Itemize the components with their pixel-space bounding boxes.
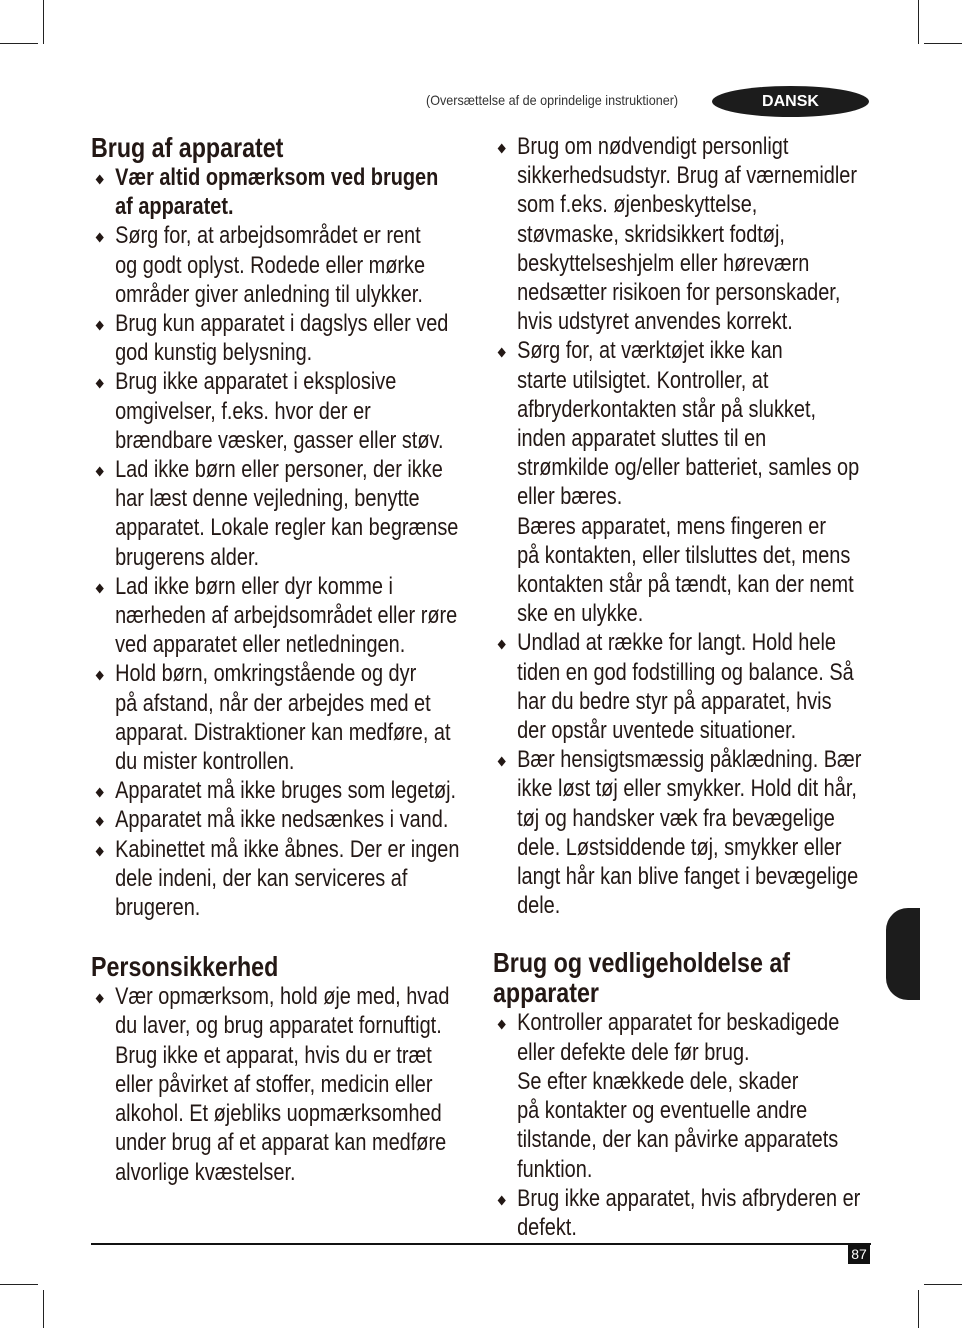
- list-item: [493, 628, 875, 745]
- list-item: [91, 835, 473, 923]
- item-text: Sørg for, at arbejdsområdet er rent og godt oplyst. Rodede eller mørke områder giver anledning til ulykker.: [115, 222, 426, 308]
- item-text: Undlad at række for langt. Hold hele tiden en god fodstilling og balance. Så har du bedre styr på apparatet, hvis der opstår uventede situationer.: [517, 629, 854, 745]
- list-item: [493, 745, 875, 920]
- item-text: Apparatet må ikke bruges som legetøj.: [115, 777, 457, 805]
- diamond-bullet-icon: [96, 233, 104, 243]
- item-text: Vær opmærksom, hold øje med, hvad du laver, og brug apparatet fornuftigt. Brug ikke et apparat, hvis du er træt eller påvirket af stoffer, medicin eller alkohol. Et øjebliks uopmærksomhed under brug af et apparat kan medføre alvorlige kvæstelser.: [115, 983, 450, 1186]
- section-title-use-maintenance: Brug og vedligeholdelse af apparater: [493, 947, 791, 1009]
- list-item: [493, 336, 875, 628]
- item-text: Sørg for, at værktøjet ikke kan starte utilsigtet. Kontroller, at afbryderkontakten står på slukket, inden apparatet sluttes til en strømkilde og/eller batteriet, samles op eller bæres. Bæres apparatet, mens fingeren er på kontakten, eller tilsluttes det, mens kontakten står på tændt, kan der nemt ske en ulykke.: [517, 337, 860, 628]
- item-text: Brug ikke apparatet i eksplosive omgivelser, f.eks. hvor der er brændbare væsker, gasser eller støv.: [115, 368, 444, 454]
- list-item: [91, 455, 473, 572]
- list-item: [91, 659, 473, 776]
- right-column: [493, 132, 875, 1242]
- diamond-bullet-icon: [498, 348, 506, 358]
- list-item: [91, 805, 473, 834]
- personal-safety-list: [91, 982, 473, 1186]
- crop-mark: [924, 43, 962, 44]
- list-item: [91, 309, 473, 367]
- item-text: Kontroller apparatet for beskadigede eller defekte dele før brug. Se efter knækkede dele, skader på kontakter og eventuelle andre tilstande, der kan påvirke apparatets funktion.: [517, 1009, 840, 1183]
- list-item: [91, 776, 473, 805]
- diamond-bullet-icon: [96, 583, 104, 593]
- section-title-use: Brug af apparatet: [91, 132, 284, 163]
- use-list: [91, 163, 473, 922]
- list-item: [493, 132, 875, 336]
- list-item: [91, 367, 473, 455]
- list-item: [91, 572, 473, 660]
- section-title-personal-safety: Personsikkerhed: [91, 951, 279, 983]
- diamond-bullet-icon: [96, 817, 104, 827]
- crop-mark: [924, 1284, 962, 1285]
- diamond-bullet-icon: [498, 1195, 506, 1205]
- diamond-bullet-icon: [498, 757, 506, 767]
- diamond-bullet-icon: [498, 1020, 506, 1030]
- page-number: 87: [848, 1244, 870, 1264]
- left-column: [91, 133, 473, 1187]
- diamond-bullet-icon: [96, 321, 104, 331]
- diamond-bullet-icon: [96, 788, 104, 798]
- list-item: [91, 163, 473, 221]
- diamond-bullet-icon: [498, 640, 506, 650]
- diamond-bullet-icon: [498, 144, 506, 154]
- crop-mark: [918, 1290, 919, 1328]
- list-item: [91, 221, 473, 309]
- item-text: Vær altid opmærksom ved brugen af apparatet.: [115, 164, 439, 221]
- crop-mark: [43, 1290, 44, 1328]
- translation-note: (Oversættelse af de oprindelige instruktioner): [426, 92, 679, 108]
- use-maintenance-list: [493, 1008, 875, 1242]
- crop-mark: [0, 43, 38, 44]
- item-text: Brug ikke apparatet, hvis afbryderen er defekt.: [517, 1184, 861, 1241]
- crop-mark: [918, 0, 919, 44]
- crop-mark: [0, 1284, 38, 1285]
- diamond-bullet-icon: [96, 379, 104, 389]
- item-text: Brug kun apparatet i dagslys eller ved god kunstig belysning.: [115, 310, 449, 367]
- side-thumb-tab: [886, 908, 920, 1000]
- personal-safety-list-continued: [493, 132, 875, 920]
- language-badge: [712, 86, 869, 117]
- language-label: DANSK: [762, 92, 819, 110]
- crop-mark: [43, 0, 44, 44]
- diamond-bullet-icon: [96, 846, 104, 856]
- item-text: Lad ikke børn eller dyr komme i nærheden af arbejdsområdet eller røre ved apparatet eller netledningen.: [115, 572, 458, 659]
- item-text: Lad ikke børn eller personer, der ikke har læst denne vejledning, benytte apparatet. Lokale regler kan begrænse brugerens alder.: [115, 456, 459, 571]
- item-text: Bær hensigtsmæssig påklædning. Bær ikke løst tøj eller smykker. Hold dit hår, tøj og handsker væk fra bevægelige dele. Løstsiddende tøj, smykker eller langt hår kan blive fanget i bevægelige dele.: [517, 746, 862, 920]
- item-text: Hold børn, omkringstående og dyr på afstand, når der arbejdes med et apparat. Distraktioner kan medføre, at du mister kontrollen.: [115, 660, 451, 776]
- diamond-bullet-icon: [96, 175, 104, 185]
- item-text: Apparatet må ikke nedsænkes i vand.: [115, 806, 449, 834]
- list-item: [493, 1008, 875, 1183]
- item-text: Kabinettet må ikke åbnes. Der er ingen dele indeni, der kan serviceres af brugeren.: [115, 835, 460, 922]
- item-text: Brug om nødvendigt personligt sikkerhedsudstyr. Brug af værnemidler som f.eks. øjenbeskyttelse, støvmaske, skridsikkert fodtøj, beskyttelseshjelm eller høreværn nedsætter risikoen for personskader, hvis udstyret anvendes korrekt.: [517, 133, 857, 336]
- diamond-bullet-icon: [96, 671, 104, 681]
- diamond-bullet-icon: [96, 467, 104, 477]
- diamond-bullet-icon: [96, 994, 104, 1004]
- list-item: [91, 982, 473, 1186]
- list-item: [493, 1184, 875, 1242]
- footer-rule: [91, 1243, 871, 1245]
